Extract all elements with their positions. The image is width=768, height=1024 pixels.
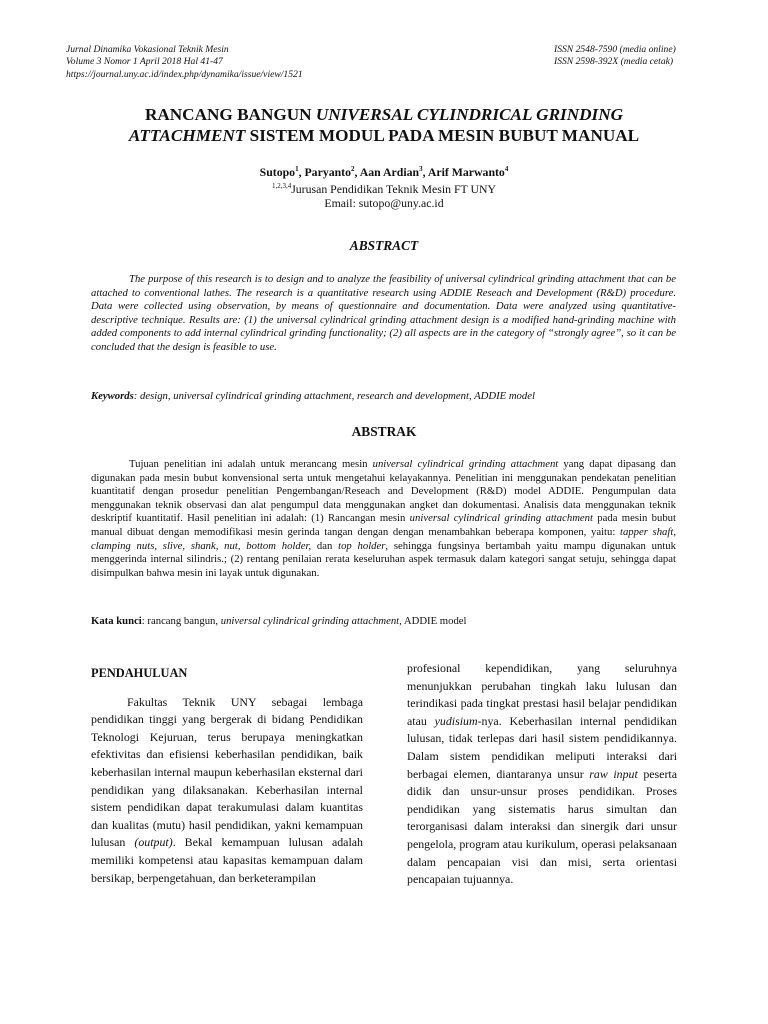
abstrak-text: Tujuan penelitian ini adalah untuk merancang mesin [129, 458, 373, 470]
kata-kunci-text: : rancang bangun, [141, 615, 221, 627]
title-part: RANCANG BANGUN [144, 105, 316, 124]
journal-name: Jurnal Dinamika Vokasional Teknik Mesin [66, 44, 229, 55]
body-text: Fakultas Teknik UNY sebagai lembaga pendidikan tinggi yang bergerak di bidang Pendidikan Teknologi Kejuruan, terus berupaya meningkatkan efektivitas dan efisiensi keberhasilan pendidikan, baik keberhasilan internal maupun keberhasilan eksternal dari pendidikan yang dilaksanakan. Keberhasilan internal sistem pendidikan dapat terakumulasi dalam kuantitas dan kualitas (mutu) hasil pendidikan, yakni kemampuan lulusan [91, 694, 363, 850]
body-text-italic: raw input [589, 766, 638, 781]
abstract-indonesian [91, 458, 676, 580]
body-text-italic: (output) [134, 835, 173, 850]
abstrak-text: pada mesin bubut manual dibuat dengan memodifikasi mesin gerinda tangan dengan dengan menambahkan beberapa komponen, yaitu: [91, 512, 676, 538]
body-column-right [407, 660, 677, 889]
kata-kunci-text-italic: universal cylindrical grinding attachment, [220, 615, 402, 627]
abstrak-text-italic: tapper shaft, clamping nuts, slive, shank, nut, bottom holder, [91, 525, 676, 552]
keywords-text: : design, universal cylindrical grinding attachment, research and development, ADDIE model [133, 390, 535, 402]
body-paragraph [91, 694, 363, 888]
abstrak-text-italic: universal cylindrical grinding attachment [372, 458, 559, 470]
author-email[interactable]: Email: sutopo@uny.ac.id [324, 195, 444, 210]
running-header [66, 44, 706, 81]
abstrak-heading: ABSTRAK [351, 424, 417, 439]
author-sup: 3 [419, 165, 423, 173]
author: , Arif Marwanto [422, 164, 505, 179]
abstrak-text: , sehingga fungsinya bertambah yaitu mampu digunakan untuk menggerinda internal silindris.; (2) rentang penilaian rerata keseluruhan aspek termasuk dalam kategori sangat setuju, sehingga dapat disimpulkan bahwa mesin ini layak untuk digunakan. [91, 539, 676, 579]
keywords-label: Keywords [91, 390, 134, 402]
author-sup: 4 [504, 165, 509, 173]
kata-kunci-text: ADDIE model [401, 615, 467, 627]
keywords-indonesian [91, 615, 691, 629]
author-sup: 1 [295, 165, 299, 173]
author: , Aan Ardian [354, 164, 420, 179]
issn-print: ISSN 2598-392X (media cetak) [554, 56, 674, 68]
body-text: -nya. Keberhasilan internal pendidikan lulusan, tidak terlepas dari hasil sistem pendidikannya. Dalam sistem pendidikan meliputi interaksi dari berbagai elemen, diantaranya unsur [407, 713, 677, 781]
abstrak-text: yang dapat dipasang dan digunakan pada mesin bubut konvensional serta untuk mengetahui kelayakannya. Penelitian ini menggunakan pendekatan penelitian kuantitatif dengan prosedur penelitian Pengembangan/Reseach and Development (R&D) model ADDIE. Pengumpulan data menggunakan teknik observasi dan alat pengumpul data menggunakan angket dan dokumentasi. Analisis data menggunakan teknik deskriptif kuantitatif. Hasil penelitian ini adalah: (1) Rancangan mesin [91, 458, 676, 525]
affiliation [60, 179, 708, 196]
section-heading-pendahuluan: PENDAHULUAN [91, 666, 188, 680]
affiliation-text: Jurusan Pendidikan Teknik Mesin FT UNY [291, 181, 497, 196]
affiliation-sup: 1,2,3,4 [271, 181, 292, 190]
issn-online: ISSN 2548-7590 (media online) [554, 44, 676, 55]
author: , Paryanto [298, 164, 352, 179]
body-text-italic: yudisium [434, 713, 478, 728]
paper-title [60, 104, 708, 146]
body-column-left [91, 665, 363, 887]
body-text: profesional kependidikan, yang seluruhnya menunjukkan perubahan tingkah laku lulusan dan terindikasi pada tingkat prestasi hasil belajar pendidikan atau [407, 661, 677, 728]
journal-url[interactable]: https://journal.uny.ac.id/index.php/dynamika/issue/view/1521 [66, 68, 303, 80]
title-part-italic: UNIVERSAL CYLINDRICAL GRINDING [315, 105, 624, 124]
title-part-italic: ATTACHMENT [128, 126, 246, 145]
abstract-english: The purpose of this research is to design and to analyze the feasibility of universal cylindrical grinding attachment that can be attached to conventional lathes. The research is a quantitative research using ADDIE Reseach and Development (R&D) procedure. Data were collected using observation, by means of questionnaire and documentation. Data were analyzed using quantitative-descriptive technique. Results are: (1) the universal cylindrical grinding attachment design is a modified hand-grinding machine with added components to add internal cylindrical grinding functionality; (2) all aspects are in the category of “strongly agree”, so it can be concluded that the design is feasible to use. [91, 273, 676, 353]
volume-info: Volume 3 Nomor 1 April 2018 Hal 41-47 [66, 56, 223, 68]
title-part: SISTEM MODUL PADA MESIN BUBUT MANUAL [245, 126, 640, 145]
abstrak-text-italic: top holder [338, 539, 386, 552]
author: Sutopo [259, 164, 296, 179]
abstrak-text-italic: universal cylindrical grinding attachment [409, 512, 593, 525]
abstrak-text: dan [311, 539, 339, 552]
author-sup: 2 [351, 165, 355, 173]
author-names [60, 162, 708, 179]
keywords-english [91, 390, 691, 404]
abstract-heading: ABSTRACT [349, 238, 419, 253]
kata-kunci-label: Kata kunci [91, 615, 142, 627]
author-block [60, 162, 708, 210]
body-text: peserta didik dan unsur-unsur proses pendidikan. Proses pendidikan yang sistematis harus simultan dan terorganisasi dalam interaksi dan sinergik dari unsur pengelola, program atau kurikulum, operasi pelaksanaan dalam pencapaian visi dan misi, serta orientasi pencapaian tujuannya. [407, 766, 677, 887]
body-text: . Bekal kemampuan lulusan adalah memiliki kompetensi atau kapasitas kemampuan dalam bersikap, berpengetahuan, dan berketerampilan [91, 835, 363, 885]
